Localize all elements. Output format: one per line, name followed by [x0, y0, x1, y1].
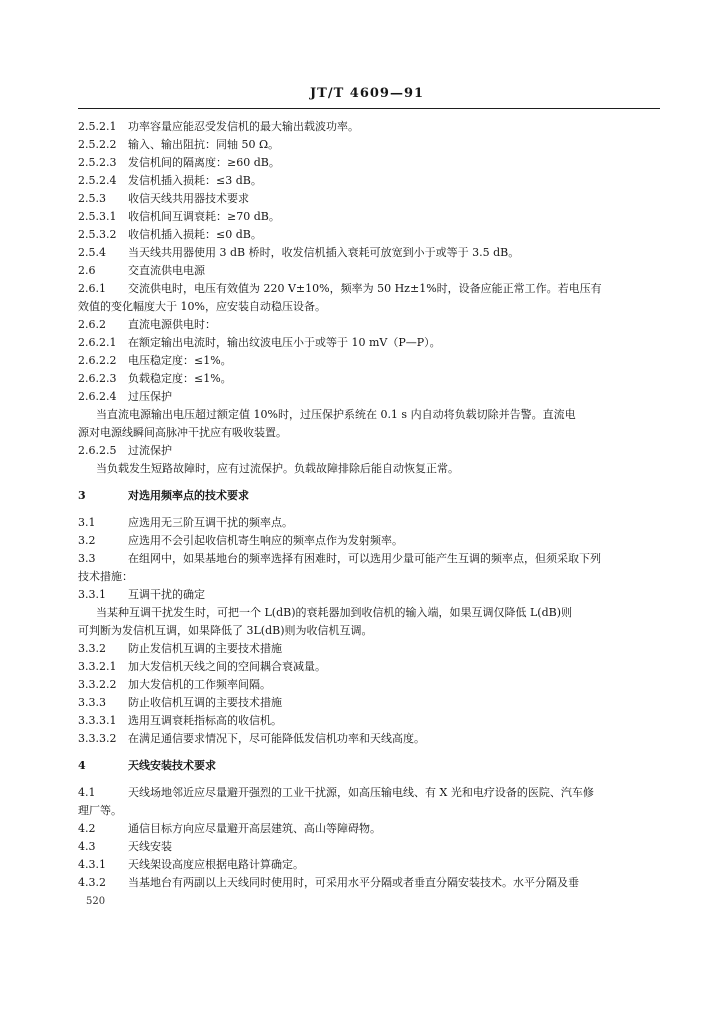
- clause-text: 收信天线共用器技术要求: [128, 192, 249, 205]
- text-line: [78, 226, 658, 244]
- text-line: [78, 568, 658, 586]
- standard-code-header: JT/T 4609—91: [310, 86, 425, 101]
- clause-text: 电压稳定度：≤1%。: [128, 354, 232, 367]
- clause-number: 2.5.4: [78, 246, 106, 259]
- text-line: [78, 784, 658, 802]
- clause-number: 4.3.2: [78, 876, 106, 889]
- text-line: [78, 838, 658, 856]
- clause-text: 发信机插入损耗：≤3 dB。: [128, 174, 262, 187]
- text-line: [78, 316, 658, 334]
- text-line: [78, 388, 658, 406]
- text-line: [78, 604, 658, 622]
- text-line: [78, 442, 658, 460]
- text-line: [78, 730, 658, 748]
- clause-text: 输入、输出阻抗：同轴 50 Ω。: [128, 138, 280, 151]
- clause-number: 3.3.2: [78, 642, 106, 655]
- clause-text: 防止收信机互调的主要技术措施: [128, 696, 282, 709]
- clause-number: 2.6.2.1: [78, 336, 117, 349]
- text-line: [78, 424, 658, 442]
- clause-number: 3.3.3.1: [78, 714, 117, 727]
- clause-text: 源对电源线瞬间高脉冲干扰应有吸收装置。: [78, 426, 287, 439]
- header-rule: [78, 108, 660, 109]
- clause-number: 3.3.2.2: [78, 678, 117, 691]
- clause-text: 当某种互调干扰发生时，可把一个 L(dB)的衰耗器加到收信机的输入端，如果互调仅降低 L(dB)则: [96, 606, 573, 619]
- clause-number: 2.6.1: [78, 282, 106, 295]
- clause-text: 发信机间的隔离度：≥60 dB。: [128, 156, 280, 169]
- text-line: [78, 136, 658, 154]
- text-line: [78, 532, 658, 550]
- text-line: [78, 856, 658, 874]
- clause-text: 通信目标方向应尽量避开高层建筑、高山等障碍物。: [128, 822, 381, 835]
- clause-text: 在额定输出电流时，输出纹波电压小于或等于 10 mV（P—P）。: [128, 336, 441, 349]
- text-line: [78, 208, 658, 226]
- clause-text: 功率容量应能忍受发信机的最大输出载波功率。: [128, 120, 359, 133]
- clause-number: 2.6.2.2: [78, 354, 117, 367]
- text-line: [78, 244, 658, 262]
- text-line: [78, 802, 658, 820]
- clause-text: 加大发信机的工作频率间隔。: [128, 678, 271, 691]
- clause-text: 理厂等。: [78, 804, 122, 817]
- text-line: [78, 118, 658, 136]
- clause-number: 4.3.1: [78, 858, 106, 871]
- section-heading: [78, 487, 658, 505]
- clause-text: 可判断为发信机互调，如果降低了 3L(dB)则为收信机互调。: [78, 624, 373, 637]
- clause-text: 过压保护: [128, 390, 172, 403]
- clause-text: 交直流供电电源: [128, 264, 205, 277]
- text-line: [78, 154, 658, 172]
- page-number: 520: [86, 896, 106, 907]
- text-line: [78, 550, 658, 568]
- text-line: [78, 586, 658, 604]
- clause-number: 4.3: [78, 840, 96, 853]
- text-line: [78, 694, 658, 712]
- clause-text: 互调干扰的确定: [128, 588, 205, 601]
- clause-text: 直流电源供电时：: [128, 318, 216, 331]
- clause-text: 当负载发生短路故障时，应有过流保护。负载故障排除后能自动恢复正常。: [96, 462, 459, 475]
- text-line: [78, 622, 658, 640]
- clause-number: 3.1: [78, 516, 96, 529]
- text-line: [78, 262, 658, 280]
- clause-number: 2.6.2.4: [78, 390, 117, 403]
- clause-number: 3.3.2.1: [78, 660, 117, 673]
- clause-number: 4: [78, 759, 86, 772]
- clause-text: 天线架设高度应根据电路计算确定。: [128, 858, 304, 871]
- clause-text: 收信机插入损耗：≤0 dB。: [128, 228, 262, 241]
- clause-text: 在组网中，如果基地台的频率选择有困难时，可以选用少量可能产生互调的频率点，但须采取下列: [128, 552, 601, 565]
- clause-text: 收信机间互调衰耗：≥70 dB。: [128, 210, 280, 223]
- paragraph-gap: [78, 478, 658, 487]
- clause-number: 3.3.3: [78, 696, 106, 709]
- section-heading: [78, 757, 658, 775]
- text-line: [78, 352, 658, 370]
- clause-number: 2.6.2.5: [78, 444, 117, 457]
- clause-text: 对选用频率点的技术要求: [128, 489, 249, 502]
- clause-text: 在满足通信要求情况下，尽可能降低发信机功率和天线高度。: [128, 732, 425, 745]
- text-line: [78, 406, 658, 424]
- text-line: [78, 514, 658, 532]
- clause-text: 交流供电时，电压有效值为 220 V±10%，频率为 50 Hz±1%时，设备应能正常工作。若电压有: [128, 282, 602, 295]
- text-line: [78, 370, 658, 388]
- text-line: [78, 298, 658, 316]
- clause-text: 防止发信机互调的主要技术措施: [128, 642, 282, 655]
- clause-number: 2.5.3.1: [78, 210, 117, 223]
- text-line: [78, 820, 658, 838]
- clause-number: 3.3: [78, 552, 96, 565]
- clause-number: 3: [78, 489, 86, 502]
- text-line: [78, 460, 658, 478]
- clause-number: 3.3.1: [78, 588, 106, 601]
- clause-number: 4.1: [78, 786, 96, 799]
- clause-text: 技术措施：: [78, 570, 133, 583]
- clause-text: 天线场地邻近应尽量避开强烈的工业干扰源，如高压输电线、有 X 光和电疗设备的医院、汽车修: [128, 786, 594, 799]
- clause-text: 当直流电源输出电压超过额定值 10%时，过压保护系统在 0.1 s 内自动将负载切除并告警。直流电: [96, 408, 576, 421]
- text-line: [78, 712, 658, 730]
- clause-number: 3.3.3.2: [78, 732, 117, 745]
- paragraph-gap: [78, 775, 658, 784]
- text-line: [78, 874, 658, 892]
- clause-text: 效值的变化幅度大于 10%，应安装自动稳压设备。: [78, 300, 326, 313]
- text-line: [78, 658, 658, 676]
- text-line: [78, 190, 658, 208]
- clause-text: 加大发信机天线之间的空间耦合衰减量。: [128, 660, 326, 673]
- clause-number: 4.2: [78, 822, 96, 835]
- clause-number: 3.2: [78, 534, 96, 547]
- text-line: [78, 280, 658, 298]
- clause-text: 应选用不会引起收信机寄生响应的频率点作为发射频率。: [128, 534, 403, 547]
- clause-number: 2.5.3.2: [78, 228, 117, 241]
- clause-text: 天线安装技术要求: [128, 759, 216, 772]
- clause-text: 选用互调衰耗指标高的收信机。: [128, 714, 282, 727]
- clause-number: 2.5.2.2: [78, 138, 117, 151]
- clause-number: 2.5.2.3: [78, 156, 117, 169]
- clause-number: 2.5.2.4: [78, 174, 117, 187]
- clause-number: 2.6: [78, 264, 96, 277]
- clause-number: 2.5.3: [78, 192, 106, 205]
- text-line: [78, 172, 658, 190]
- clause-text: 天线安装: [128, 840, 172, 853]
- clause-text: 过流保护: [128, 444, 172, 457]
- clause-number: 2.6.2.3: [78, 372, 117, 385]
- paragraph-gap: [78, 505, 658, 514]
- text-line: [78, 640, 658, 658]
- clause-number: 2.5.2.1: [78, 120, 117, 133]
- clause-text: 当天线共用器使用 3 dB 桥时，收发信机插入衰耗可放宽到小于或等于 3.5 dB。: [128, 246, 520, 259]
- paragraph-gap: [78, 748, 658, 757]
- clause-text: 当基地台有两副以上天线同时使用时，可采用水平分隔或者垂直分隔安装技术。水平分隔及垂: [128, 876, 579, 889]
- text-line: [78, 676, 658, 694]
- text-line: [78, 334, 658, 352]
- clause-number: 2.6.2: [78, 318, 106, 331]
- clause-text: 负载稳定度：≤1%。: [128, 372, 232, 385]
- clause-text: 应选用无三阶互调干扰的频率点。: [128, 516, 293, 529]
- document-body: [78, 118, 658, 892]
